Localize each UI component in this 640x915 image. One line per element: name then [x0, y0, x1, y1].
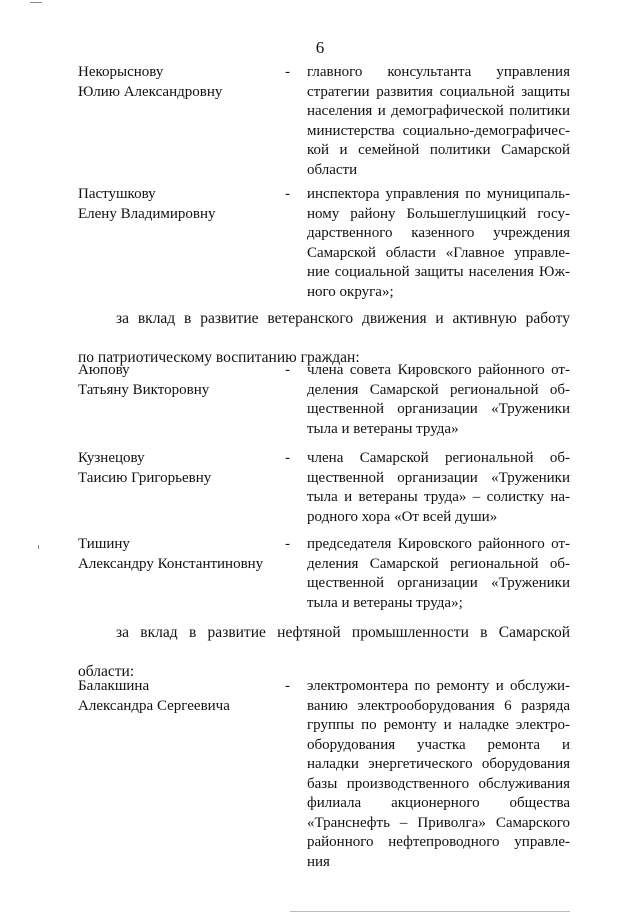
position-line: электромонтера по ремонту и обслужи-	[307, 678, 570, 694]
separator-dash: -	[285, 536, 290, 552]
position-line: районного нефтепроводного управле-	[307, 834, 570, 850]
position-line: ному району Большеглушицкий госу-	[307, 205, 570, 222]
position-line: тыла и ветераны труда»	[307, 420, 459, 437]
separator-dash: -	[285, 450, 290, 466]
position-line: инспектора управления по муниципаль-	[307, 186, 570, 202]
surname: Кузнецову	[78, 450, 145, 466]
surname: Пастушкову	[78, 186, 156, 202]
position-line: ванию электрооборудования 6 разряда	[307, 697, 570, 714]
category-line: за вклад в развитие ветеранского движения и активную работу	[116, 310, 570, 327]
recipient-name	[78, 449, 278, 488]
position-line: щественной организации «Труженики	[307, 575, 570, 591]
position-line: Самарской области «Главное управле-	[307, 244, 570, 261]
position-line: базы производственного обслуживания	[307, 775, 570, 792]
position-line: члена Самарской региональной об-	[307, 450, 570, 466]
category-line: области:	[78, 663, 135, 680]
surname: Балакшина	[78, 678, 150, 694]
recipient-position	[307, 449, 570, 527]
given-names: Татьяну Викторовну	[78, 381, 210, 398]
position-line: ного округа»;	[307, 283, 394, 300]
scan-artifact-bottom	[290, 911, 570, 912]
position-line: «Транснефть – Приволга» Самарского	[307, 814, 570, 831]
position-line: ния	[307, 853, 330, 870]
recipient-position	[307, 63, 570, 180]
surname: Тишину	[78, 536, 130, 552]
separator-dash: -	[285, 362, 290, 378]
recipient-position	[307, 677, 570, 872]
separator-dash: -	[285, 186, 290, 202]
position-line: главного консультанта управления	[307, 64, 570, 80]
position-line: оборудования участка ремонта и	[307, 736, 570, 753]
position-line: щественной организации «Труженики	[307, 401, 570, 417]
given-names: Александра Сергеевича	[78, 697, 230, 714]
award-category-heading	[78, 623, 570, 681]
position-line: тыла и ветераны труда»;	[307, 594, 463, 611]
separator-dash: -	[285, 678, 290, 694]
position-line: филиала акционерного общества	[307, 795, 570, 811]
page-number: 6	[315, 38, 325, 57]
position-line: кой и семейной политики Самарской	[307, 142, 570, 158]
position-line: деления Самарской региональной об-	[307, 555, 570, 572]
recipient-position	[307, 185, 570, 302]
position-line: населения и демографической политики	[307, 103, 570, 119]
position-line: дарственного казенного учреждения	[307, 225, 570, 241]
recipient-name	[78, 361, 278, 400]
recipient-position	[307, 361, 570, 439]
position-line: члена совета Кировского районного от-	[307, 362, 570, 378]
position-line: тыла и ветераны труда» – солистку на-	[307, 489, 570, 505]
category-line: по патриотическому воспитанию граждан:	[78, 349, 360, 366]
recipient-name	[78, 535, 278, 574]
given-names: Елену Владимировну	[78, 205, 216, 222]
position-line: родного хора «От всей души»	[307, 508, 498, 525]
recipient-name	[78, 185, 278, 224]
separator-dash: -	[285, 64, 290, 80]
position-line: ние социальной защиты населения Юж-	[307, 264, 570, 280]
position-line: деления Самарской региональной об-	[307, 381, 570, 398]
position-line: стратегии развития социальной защиты	[307, 83, 570, 100]
position-line: области	[307, 161, 358, 178]
award-category-heading	[78, 309, 570, 367]
surname: Аюпову	[78, 362, 130, 378]
position-line: председателя Кировского районного от-	[307, 536, 570, 552]
recipient-position	[307, 535, 570, 613]
recipient-name	[78, 677, 278, 716]
position-line: группы по ремонту и наладке электро-	[307, 717, 570, 733]
scan-artifact-left	[38, 545, 39, 549]
scan-artifact-top	[30, 2, 42, 3]
surname: Некорыснову	[78, 64, 164, 80]
given-names: Юлию Александровну	[78, 83, 223, 100]
recipient-name	[78, 63, 278, 102]
given-names: Таисию Григорьевну	[78, 469, 212, 486]
given-names: Александру Константиновну	[78, 555, 264, 572]
position-line: наладки энергетического оборудования	[307, 756, 570, 772]
position-line: щественной организации «Труженики	[307, 469, 570, 486]
category-line: за вклад в развитие нефтяной промышленности в Самарской	[116, 624, 570, 641]
position-line: министерства социально-демографичес-	[307, 122, 570, 139]
